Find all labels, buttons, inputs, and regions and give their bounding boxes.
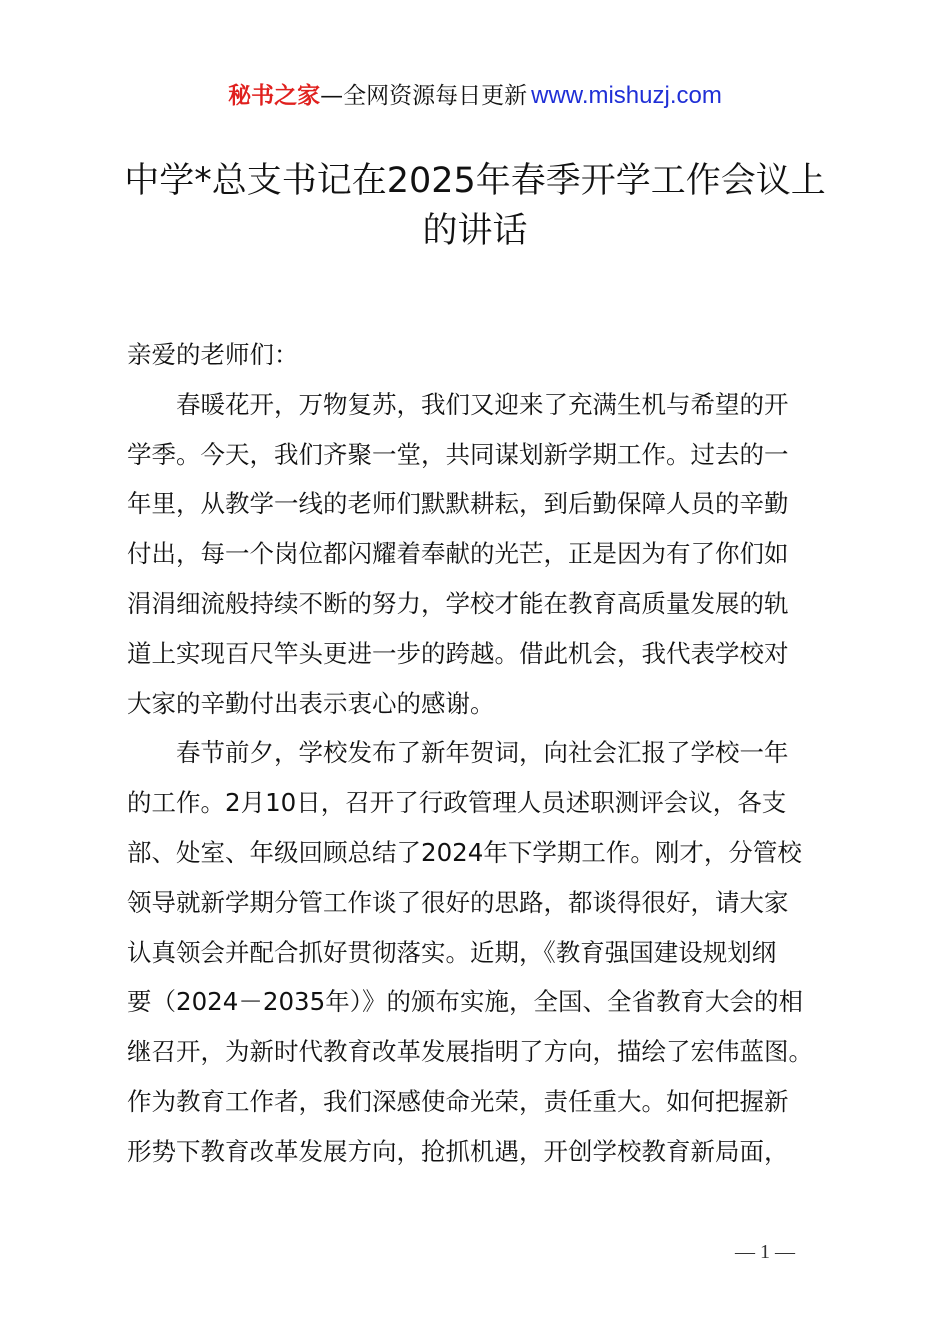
site-brand: 秘书之家	[228, 83, 321, 109]
paragraph-line: 春暖花开，万物复苏，我们又迎来了充满生机与希望的开	[176, 389, 789, 419]
paragraph-line: 形势下教育改革发展方向，抢抓机遇，开创学校教育新局面，	[127, 1136, 789, 1166]
document-body	[127, 330, 833, 1177]
paragraph-line: 春节前夕，学校发布了新年贺词，向社会汇报了学校一年	[176, 738, 789, 768]
paragraph-line: 认真领会并配合抓好贯彻落实。近期，《教育强国建设规划纲	[127, 937, 777, 967]
paragraph-line: 部、处室、年级回顾总结了2024年下学期工作。刚才，分管校	[127, 837, 802, 867]
paragraph-line: 要（2024－2035年）》的颁布实施，全国、全省教育大会的相	[127, 987, 803, 1017]
paragraph-line: 的工作。2月10日，召开了行政管理人员述职测评会议，各支	[127, 788, 787, 818]
site-header	[0, 80, 950, 112]
paragraph-line: 大家的辛勤付出表示衷心的感谢。	[127, 688, 495, 718]
paragraph-line: 学季。今天，我们齐聚一堂，共同谋划新学期工作。过去的一	[127, 439, 789, 469]
paragraph-line: 继召开，为新时代教育改革发展指明了方向，描绘了宏伟蓝图。	[127, 1037, 813, 1067]
paragraph-line: 涓涓细流般持续不断的努力，学校才能在教育高质量发展的轨	[127, 588, 789, 618]
page-number: — 1 —	[735, 1241, 795, 1263]
paragraph-line: 作为教育工作者，我们深感使命光荣，责任重大。如何把握新	[127, 1086, 789, 1116]
paragraph-line: 年里，从教学一线的老师们默默耕耘，到后勤保障人员的辛勤	[127, 489, 789, 519]
title-line-1: 中学*总支书记在2025年春季开学工作会议上	[124, 161, 826, 201]
salutation: 亲爱的老师们：	[127, 340, 299, 369]
paragraph-line: 领导就新学期分管工作谈了很好的思路，都谈得很好，请大家	[127, 887, 789, 917]
document-title	[100, 156, 850, 256]
paragraph-line: 道上实现百尺竿头更进一步的跨越。借此机会，我代表学校对	[127, 638, 789, 668]
site-tagline: —全网资源每日更新	[320, 83, 528, 109]
paragraph-line: 付出，每一个岗位都闪耀着奉献的光芒，正是因为有了你们如	[127, 539, 789, 569]
title-line-2: 的讲话	[422, 211, 528, 251]
site-url-link[interactable]: www.mishuzj.com	[531, 82, 722, 109]
